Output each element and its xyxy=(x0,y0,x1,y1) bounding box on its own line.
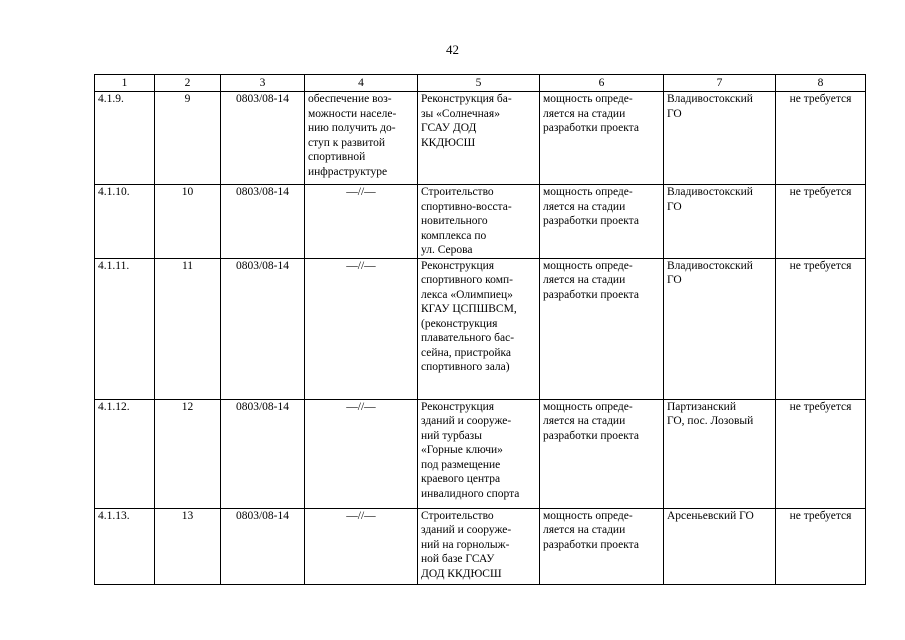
table-row xyxy=(95,185,866,259)
object-cell: Реконструкция спортивного комп- лекса «Олимпиец» КГАУ ЦСПШВСМ, (реконструкция плавательного бас- сейна, пристройка спортивного зала) xyxy=(418,258,540,399)
location-cell: Владивостокский ГО xyxy=(664,185,776,259)
location-cell: Партизанский ГО, пос. Лозовый xyxy=(664,399,776,508)
table-row xyxy=(95,258,866,399)
object-cell: Строительство спортивно-восста- новительного комплекса по ул. Серова xyxy=(418,185,540,259)
header-row xyxy=(95,75,866,92)
ordinal-cell: 9 xyxy=(155,92,221,185)
row-number: 4.1.13. xyxy=(95,508,155,584)
expertise-cell: не требуется xyxy=(776,258,866,399)
column-header: 4 xyxy=(305,75,418,92)
object-cell: Реконструкция ба- зы «Солнечная» ГСАУ ДОД ККДЮСШ xyxy=(418,92,540,185)
code-cell: 0803/08-14 xyxy=(221,399,305,508)
expertise-cell: не требуется xyxy=(776,399,866,508)
capacity-cell: мощность опреде- ляется на стадии разработки проекта xyxy=(540,185,664,259)
expertise-cell: не требуется xyxy=(776,185,866,259)
ordinal-cell: 11 xyxy=(155,258,221,399)
capacity-cell: мощность опреде- ляется на стадии разработки проекта xyxy=(540,399,664,508)
capacity-cell: мощность опреде- ляется на стадии разработки проекта xyxy=(540,92,664,185)
location-cell: Владивостокский ГО xyxy=(664,258,776,399)
location-cell: Владивостокский ГО xyxy=(664,92,776,185)
row-number: 4.1.12. xyxy=(95,399,155,508)
expertise-cell: не требуется xyxy=(776,92,866,185)
table-row xyxy=(95,92,866,185)
ordinal-cell: 10 xyxy=(155,185,221,259)
object-cell: Строительство зданий и сооруже- ний на горнолыж- ной базе ГСАУ ДОД ККДЮСШ xyxy=(418,508,540,584)
row-number: 4.1.9. xyxy=(95,92,155,185)
purpose-ditto-cell: —//— xyxy=(305,185,418,259)
page-number: 42 xyxy=(446,42,459,57)
column-header: 6 xyxy=(540,75,664,92)
column-header: 8 xyxy=(776,75,866,92)
ordinal-cell: 12 xyxy=(155,399,221,508)
column-header: 3 xyxy=(221,75,305,92)
ordinal-cell: 13 xyxy=(155,508,221,584)
objects-table xyxy=(94,74,866,585)
column-header: 7 xyxy=(664,75,776,92)
table-row xyxy=(95,508,866,584)
row-number: 4.1.10. xyxy=(95,185,155,259)
code-cell: 0803/08-14 xyxy=(221,508,305,584)
purpose-ditto-cell: —//— xyxy=(305,508,418,584)
column-header: 2 xyxy=(155,75,221,92)
column-header: 5 xyxy=(418,75,540,92)
column-header: 1 xyxy=(95,75,155,92)
purpose-ditto-cell: —//— xyxy=(305,258,418,399)
purpose-ditto-cell: —//— xyxy=(305,399,418,508)
purpose-cell: обеспечение воз- можности населе- нию получить до- ступ к развитой спортивной инфраструктуре xyxy=(305,92,418,185)
location-cell: Арсеньевский ГО xyxy=(664,508,776,584)
object-cell: Реконструкция зданий и сооруже- ний турбазы «Горные ключи» под размещение краевого центра инвалидного спорта xyxy=(418,399,540,508)
expertise-cell: не требуется xyxy=(776,508,866,584)
row-number: 4.1.11. xyxy=(95,258,155,399)
capacity-cell: мощность опреде- ляется на стадии разработки проекта xyxy=(540,258,664,399)
code-cell: 0803/08-14 xyxy=(221,92,305,185)
code-cell: 0803/08-14 xyxy=(221,258,305,399)
capacity-cell: мощность опреде- ляется на стадии разработки проекта xyxy=(540,508,664,584)
code-cell: 0803/08-14 xyxy=(221,185,305,259)
table-row xyxy=(95,399,866,508)
